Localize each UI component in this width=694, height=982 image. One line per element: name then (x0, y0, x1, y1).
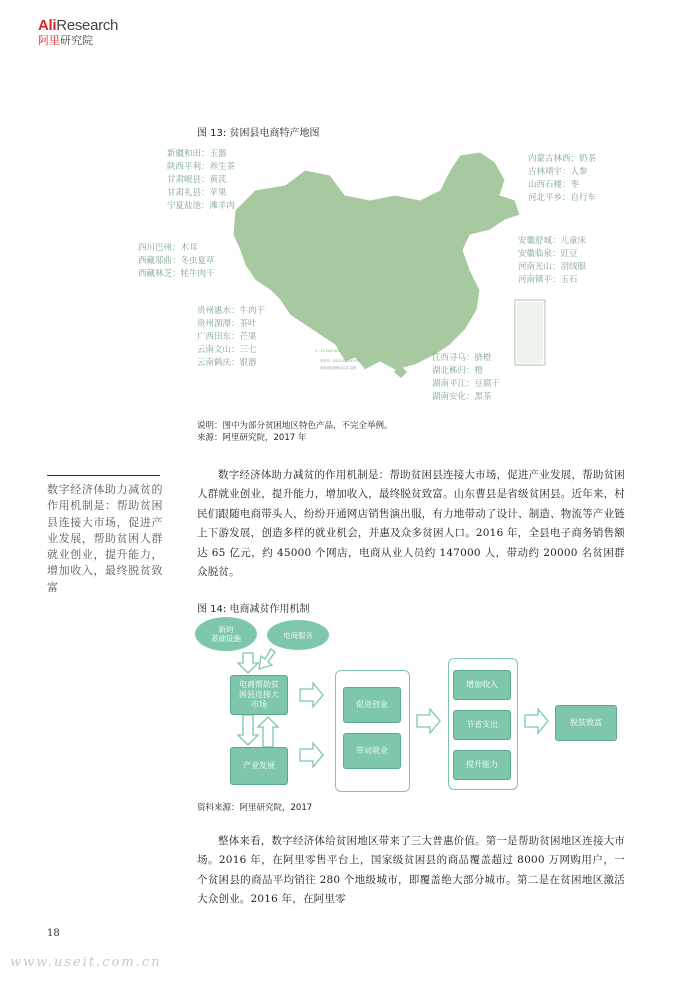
map-label: 新疆和田：玉器 (167, 149, 227, 159)
china-map-shape (233, 152, 520, 370)
improve-ability-box: 提升能力 (453, 750, 511, 780)
map-label: 吉林靖宇：人参 (528, 167, 588, 177)
right-arrow-icon (300, 743, 323, 767)
map-label: 湖北秭归：橙 (432, 366, 484, 376)
flow-diagram (195, 615, 625, 795)
ecommerce-service-ellipse: 电商服务 (267, 620, 329, 650)
map-labels-west (138, 242, 215, 281)
map-label: 湖南安化：黑茶 (432, 392, 492, 402)
industry-development-box: 产业发展 (230, 747, 288, 785)
body-paragraph-2: 整体来看，数字经济体给贫困地区带来了三大普惠价值。第一是帮助贫困地区连接大市场。2016 年，在阿里零售平台上，国家级贫困县的商品覆盖超过 8000 万网购用户，一个贫困县的商品平均销往 280 个地级城市，即覆盖绝大部分城市。第二是在贫困地区激活大众创业。2016 年，在阿里零 (197, 835, 625, 906)
map-label: 河南镇平：玉石 (518, 275, 578, 285)
map-label: 安徽舒城：儿童床 (518, 236, 587, 246)
logo-cn-ali: 阿里 (38, 34, 60, 47)
map-label: 甘肃岷县：黄芪 (167, 175, 227, 185)
logo-cn-institute: 研究院 (60, 34, 93, 47)
save-expense-box: 节省支出 (453, 710, 511, 740)
map-label: 陕西平利：养生茶 (167, 162, 236, 172)
map-label: 贵州惠水：牛肉干 (197, 306, 266, 316)
map-label: 宁夏盐池：滩羊肉 (167, 201, 236, 211)
figure14-title: 图 14: 电商减贫作用机制 (197, 604, 310, 615)
entrepreneurship-box: 促进创业 (343, 687, 401, 723)
diagonal-arrow-icon (259, 649, 275, 669)
alireseach-logo (38, 18, 148, 47)
map-labels-northwest (167, 148, 235, 213)
figure13-caption (197, 420, 393, 444)
employment-box: 带动就业 (343, 733, 401, 769)
map-label: 江西寻乌：脐橙 (432, 353, 492, 363)
map-supervisor: 国家测绘地理信息局 监制 (320, 366, 357, 370)
map-label: 贵州湄潭：茶叶 (197, 319, 257, 329)
logo-en-research: Research (56, 17, 119, 34)
infrastructure-ellipse: 新的 基础设施 (195, 617, 257, 651)
body-paragraph-1: 数字经济体助力减贫的作用机制是：帮助贫困县连接大市场，促进产业发展，帮助贫困人群就业创业，提升能力，增加收入，最终脱贫致富。山东曹县是省级贫困县。近年来，村民们跟随电商带头人，纷纷开通网店销售演出服，有力地带动了设计、制造、物流等产业链上下游发展，创造多样的就业机会，并惠及众多贫困人口。2016 年，全县电子商务销售额达 65 亿元，约 45000 个网店，电商从业人员约 147000 人，带动约 20000 名贫困群众脱贫。 (197, 469, 625, 579)
map-label: 云南文山：三七 (197, 345, 257, 355)
map-label: 内蒙古林西：奶茶 (528, 154, 597, 164)
map-review-number: 审图号：GS(2016)2923号 (320, 359, 360, 363)
figure13-title: 图 13: 贫困县电商特产地图 (197, 128, 320, 139)
right-arrow-icon (417, 709, 440, 733)
map-label: 云南鹤庆：银器 (197, 358, 257, 368)
map-labels-north (528, 153, 596, 205)
map-label: 西藏林芝：牦牛肉干 (138, 269, 215, 279)
map-label: 安徽临泉：豇豆 (518, 249, 578, 259)
sidebar-rule (47, 475, 160, 476)
map-label: 河南光山：羽绒服 (518, 262, 587, 272)
sidebar-pull-quote: 数字经济体助力减贫的作用机制是：帮助贫困县连接大市场，促进产业发展，帮助贫困人群就业创业，提升能力，增加收入，最终脱贫致富 (47, 483, 163, 594)
figure13-note: 说明：图中为部分贫困地区特色产品，不完全举例。 (197, 421, 393, 431)
logo-en-ali: Ali (38, 17, 57, 34)
page-number: 18 (47, 928, 60, 939)
poverty-alleviation-box: 脱贫致富 (555, 705, 617, 741)
increase-income-box: 增加收入 (453, 670, 511, 700)
map-scale: 1 : 12 000 000 (315, 349, 341, 353)
map-label: 湖南平江：豆腐干 (432, 379, 501, 389)
watermark: www.useit.com.cn (10, 955, 162, 970)
map-label: 西藏邬曲：冬虫夏草 (138, 256, 215, 266)
figure13-source: 来源：阿里研究院，2017 年 (197, 433, 307, 443)
map-label: 河北平乡：自行车 (528, 193, 597, 203)
map-label: 四川巴州：木耳 (138, 243, 198, 253)
right-arrow-icon (300, 683, 323, 707)
map-label: 甘肃礼县：苹果 (167, 188, 227, 198)
map-labels-southeast (432, 352, 500, 404)
map-labels-east (518, 235, 586, 287)
market-connection-box: 电商帮助贫 困县连接大 市场 (230, 675, 288, 715)
figure14-source: 资料来源：阿里研究院，2017 (197, 803, 313, 813)
right-arrow-icon (525, 709, 548, 733)
up-arrow-icon (258, 717, 278, 747)
down-arrow-icon (238, 715, 258, 745)
map-labels-southwest (197, 305, 265, 370)
map-label: 广西田东：芒果 (197, 332, 257, 342)
map-label: 山西石楼：枣 (528, 180, 580, 190)
down-arrow-icon (238, 653, 258, 673)
